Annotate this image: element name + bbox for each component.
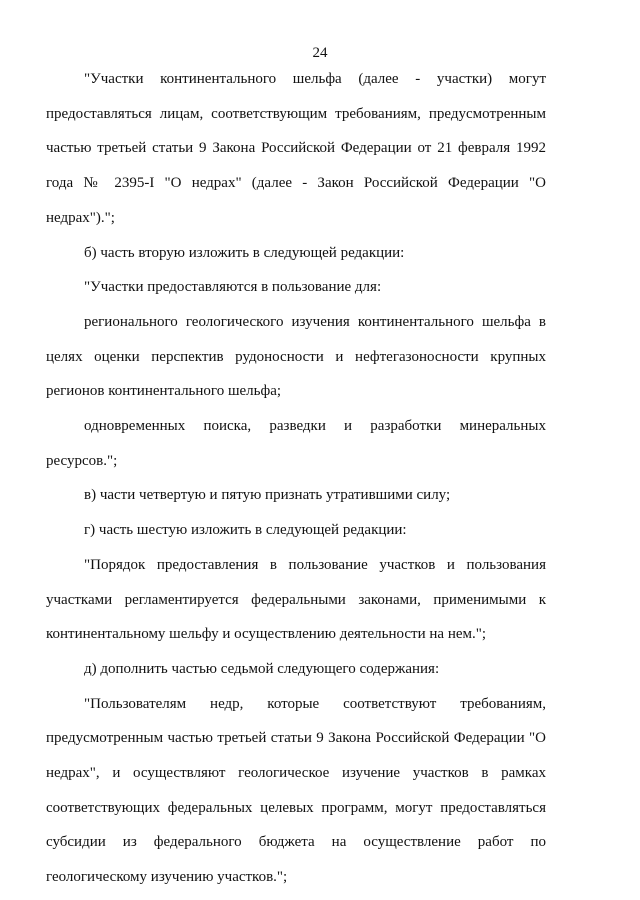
paragraph-regional-geological-study: регионального геологического изучения континентального шельфа в целях оценки перспектив рудоносности и нефтегазоносности крупных регионов континентального шельфа; xyxy=(46,313,546,400)
paragraph-amendment-b: б) часть вторую изложить в следующей редакции: xyxy=(84,244,405,261)
paragraph-plots-provided-for: "Участки предоставляются в пользование для: xyxy=(84,279,382,296)
paragraph-procedure-of-use: "Порядок предоставления в пользование участков и пользования участками регламентируется федеральными законами, применимыми к континентальному шельфу и осуществлению деятельности на нем."; xyxy=(46,556,546,643)
paragraph-amendment-g: г) часть шестую изложить в следующей редакции: xyxy=(84,522,407,539)
paragraph-amendment-d: д) дополнить частью седьмой следующего содержания: xyxy=(84,660,440,677)
paragraph-simultaneous-search: одновременных поиска, разведки и разработки минеральных ресурсов."; xyxy=(46,418,546,469)
page-number: 24 xyxy=(312,45,328,61)
paragraph-amendment-v: в) части четвертую и пятую признать утратившими силу; xyxy=(84,487,451,504)
paragraph-subsoil-users-subsidies: "Пользователям недр, которые соответствуют требованиям, предусмотренным частью третьей статьи 9 Закона Российской Федерации "О недрах", и осуществляют геологическое изучение участков в рамках соответствующих федеральных целевых программ, могут предоставляться субсидии из федерального бюджета на осуществление работ по геологическому изучению участков."; xyxy=(46,695,546,886)
paragraph-continental-shelf-plots: "Участки континентального шельфа (далее - участки) могут предоставляться лицам, соответствующим требованиям, предусмотренным частью третьей статьи 9 Закона Российской Федерации от 21 февраля 1992 года № 2395-I "О недрах" (далее - Закон Российской Федерации "О недрах")."; xyxy=(46,71,546,226)
document-body xyxy=(46,62,546,895)
